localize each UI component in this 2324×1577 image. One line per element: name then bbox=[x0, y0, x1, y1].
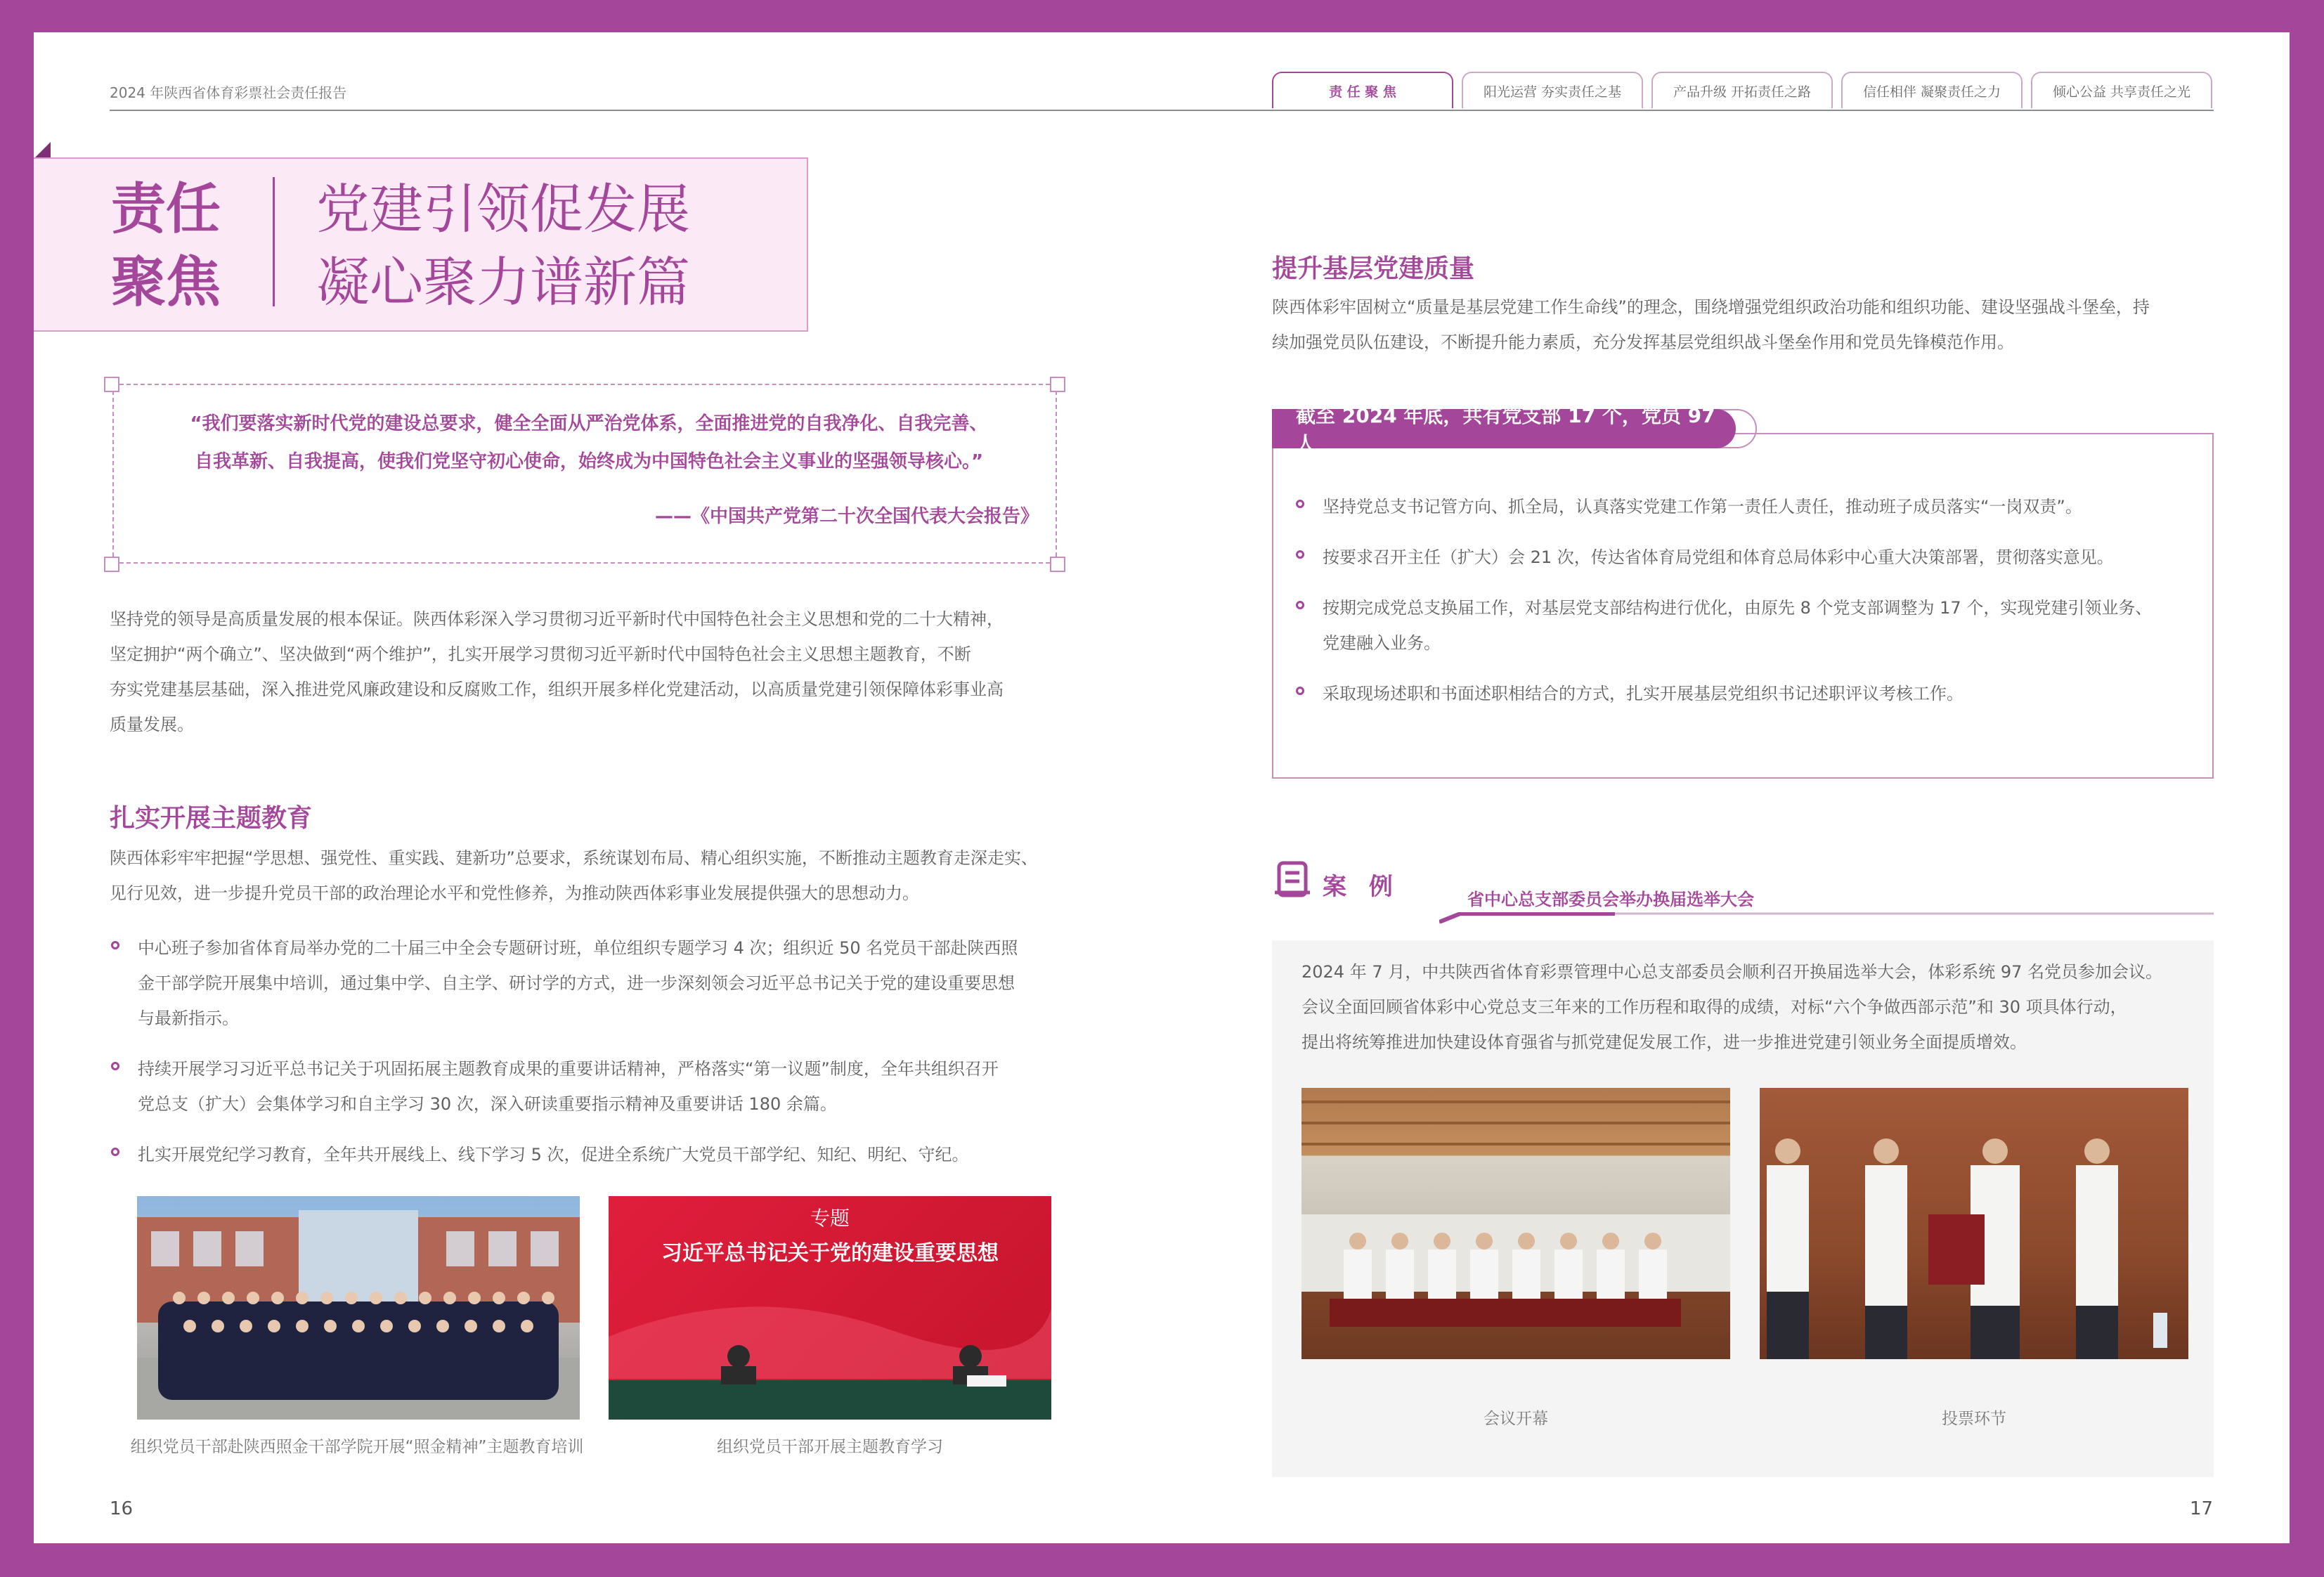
bullet-icon bbox=[111, 941, 119, 949]
case-text bbox=[1301, 954, 2201, 1060]
photo-caption: 会议开幕 bbox=[1484, 1410, 1548, 1428]
list-item bbox=[1296, 540, 2202, 575]
quote-corner-ornament bbox=[104, 377, 119, 392]
voting-photo bbox=[1760, 1088, 2188, 1359]
intro-paragraph bbox=[110, 602, 1065, 742]
page-title-line2: 凝心聚力谱新篇 bbox=[316, 251, 690, 313]
text-line: 坚定拥护“两个确立”、坚决做到“两个维护”，扎实开展学习贯彻习近平新时代中国特色社会主义思想主题教育，不断 bbox=[110, 644, 971, 664]
text-line: 按期完成党总支换届工作，对基层党支部结构进行优化，由原先 8 个党支部调整为 17 个，实现党建引领业务、 bbox=[1323, 598, 2153, 618]
text-line: 中心班子参加省体育局举办党的二十届三中全会专题研讨班，单位组织专题学习 4 次；组织近 50 名党员干部赴陕西照 bbox=[138, 938, 1018, 958]
group-photo bbox=[137, 1196, 580, 1420]
list-item bbox=[111, 1137, 1067, 1172]
chapter-tabs bbox=[1272, 72, 2212, 108]
title-divider bbox=[273, 177, 275, 306]
title-fold bbox=[34, 142, 51, 159]
text-line: 见行见效，进一步提升党员干部的政治理论水平和党性修养，为推动陕西体彩事业发展提供强大的思想动力。 bbox=[110, 883, 919, 903]
bullet-icon bbox=[111, 1148, 119, 1156]
tab-trust[interactable]: 信任相伴 凝聚责任之力 bbox=[1841, 72, 2023, 108]
quote-line: “我们要落实新时代党的建设总要求，健全全面从严治党体系，全面推进党的自我净化、自我完善、 bbox=[190, 413, 988, 434]
case-label: 案 例 bbox=[1323, 873, 1400, 901]
text-line: 扎实开展党纪学习教育，全年共开展线上、线下学习 5 次，促进全系统广大党员干部学纪、知纪、明纪、守纪。 bbox=[138, 1145, 969, 1164]
meeting-photo bbox=[609, 1196, 1051, 1420]
bullet-icon bbox=[111, 1062, 119, 1070]
theme-education-list bbox=[111, 930, 1067, 1188]
photo-caption: 组织党员干部开展主题教育学习 bbox=[717, 1438, 943, 1456]
grassroots-list bbox=[1296, 489, 2202, 727]
text-line: 会议全面回顾省体彩中心党总支三年来的工作历程和取得的成绩，对标“六个争做西部示范”和 30 项具体行动， bbox=[1301, 997, 2127, 1017]
page-number-right: 17 bbox=[2190, 1498, 2214, 1519]
bullet-icon bbox=[1296, 601, 1304, 609]
page-title-line1: 党建引领促发展 bbox=[316, 178, 690, 240]
text-line: 党总支（扩大）会集体学习和自主学习 30 次，深入研读重要指示精神及重要讲话 180 余篇。 bbox=[138, 1094, 837, 1114]
report-title: 2024 年陕西省体育彩票社会责任报告 bbox=[110, 84, 347, 101]
quote-text bbox=[139, 405, 1039, 481]
case-subtitle: 省中心总支部委员会举办换届选举大会 bbox=[1467, 890, 1754, 909]
chapter-label-line1: 责任 bbox=[111, 178, 221, 241]
text-line: 2024 年 7 月，中共陕西省体育彩票管理中心总支部委员会顺利召开换届选举大会，体彩系统 97 名党员参加会议。 bbox=[1301, 962, 2163, 982]
page-title bbox=[316, 173, 794, 319]
section-title-grassroots: 提升基层党建质量 bbox=[1272, 254, 1475, 283]
chapter-label bbox=[111, 173, 238, 319]
quote-corner-ornament bbox=[1050, 377, 1065, 392]
text-line: 夯实党建基层基础，深入推进党风廉政建设和反腐败工作，组织开展多样化党建活动，以高质量党建引领保障体彩事业高 bbox=[110, 680, 1004, 699]
page-number-left: 16 bbox=[110, 1498, 134, 1519]
section-intro bbox=[1272, 290, 2217, 360]
header-rule bbox=[110, 110, 2214, 111]
text-line: 续加强党员队伍建设，不断提升能力素质，充分发挥基层党组织战斗堡垒作用和党员先锋模范作用。 bbox=[1272, 332, 2014, 352]
bullet-icon bbox=[1296, 550, 1304, 559]
tab-sunshine-operation[interactable]: 阳光运营 夯实责任之基 bbox=[1462, 72, 1643, 108]
quote-corner-ornament bbox=[104, 557, 119, 572]
opening-illustration bbox=[1301, 1088, 1730, 1359]
text-line: 与最新指示。 bbox=[138, 1008, 239, 1028]
text-line: 质量发展。 bbox=[110, 715, 194, 734]
report-spread bbox=[34, 32, 2290, 1543]
case-document-icon bbox=[1275, 860, 1311, 898]
text-line: 采取现场述职和书面述职相结合的方式，扎实开展基层党组织书记述职评议考核工作。 bbox=[1323, 684, 1963, 703]
screen-heading: 专题 bbox=[810, 1207, 850, 1230]
text-line: 坚持党的领导是高质量发展的根本保证。陕西体彩深入学习贯彻习近平新时代中国特色社会主义思想和党的二十大精神， bbox=[110, 609, 1004, 629]
text-line: 陕西体彩牢固树立“质量是基层党建工作生命线”的理念，围绕增强党组织政治功能和组织功能、建设坚强战斗堡垒，持 bbox=[1272, 297, 2150, 317]
group-photo-illustration bbox=[137, 1196, 580, 1420]
tab-responsibility-focus[interactable]: 责 任 聚 焦 bbox=[1272, 72, 1453, 108]
quote-corner-ornament bbox=[1050, 557, 1065, 572]
section-title-theme-education: 扎实开展主题教育 bbox=[110, 804, 313, 833]
text-line: 持续开展学习习近平总书记关于巩固拓展主题教育成果的重要讲话精神，严格落实“第一议题”制度，全年共组织召开 bbox=[138, 1059, 999, 1079]
text-line: 党建融入业务。 bbox=[1323, 633, 1441, 653]
quote-line: 自我革新、自我提高，使我们党坚守初心使命，始终成为中国特色社会主义事业的坚强领导核心。” bbox=[194, 451, 984, 472]
list-item bbox=[1296, 676, 2202, 711]
text-line: 金干部学院开展集中培训，通过集中学、自主学、研讨学的方式，进一步深刻领会习近平总书记关于党的建设重要思想 bbox=[138, 973, 1015, 993]
text-line: 提出将统筹推进加快建设体育强省与抓党建促发展工作，进一步推进党建引领业务全面提质增效。 bbox=[1301, 1032, 2027, 1052]
list-item bbox=[111, 1051, 1067, 1122]
photo-caption: 组织党员干部赴陕西照金干部学院开展“照金精神”主题教育培训 bbox=[130, 1438, 584, 1456]
list-item bbox=[1296, 489, 2202, 524]
list-item bbox=[1296, 590, 2202, 661]
tab-public-welfare[interactable]: 倾心公益 共享责任之光 bbox=[2031, 72, 2212, 108]
voting-illustration bbox=[1760, 1088, 2188, 1359]
bullet-icon bbox=[1296, 500, 1304, 508]
section-intro bbox=[110, 841, 1065, 911]
list-item bbox=[111, 930, 1067, 1036]
meeting-illustration bbox=[609, 1196, 1051, 1420]
text-line: 坚持党总支书记管方向、抓全局，认真落实党建工作第一责任人责任，推动班子成员落实“一岗双责”。 bbox=[1323, 497, 2082, 517]
opening-photo bbox=[1301, 1088, 1730, 1359]
chapter-label-line2: 聚焦 bbox=[111, 251, 221, 314]
screen-title: 习近平总书记关于党的建设重要思想 bbox=[661, 1241, 999, 1266]
case-rule bbox=[1439, 912, 2214, 923]
tab-product-upgrade[interactable]: 产品升级 开拓责任之路 bbox=[1651, 72, 1833, 108]
quote-source: ——《中国共产党第二十次全国代表大会报告》 bbox=[654, 506, 1039, 527]
text-line: 陕西体彩牢牢把握“学思想、强党性、重实践、建新功”总要求，系统谋划布局、精心组织实施，不断推动主题教育走深走实、 bbox=[110, 848, 1038, 868]
stat-banner: 截至 2024 年底，共有党支部 17 个，党员 97 人 bbox=[1272, 409, 1736, 448]
bullet-icon bbox=[1296, 687, 1304, 695]
text-line: 按要求召开主任（扩大）会 21 次，传达省体育局党组和体育总局体彩中心重大决策部署，贯彻落实意见。 bbox=[1323, 547, 2114, 567]
photo-caption: 投票环节 bbox=[1942, 1410, 2006, 1428]
